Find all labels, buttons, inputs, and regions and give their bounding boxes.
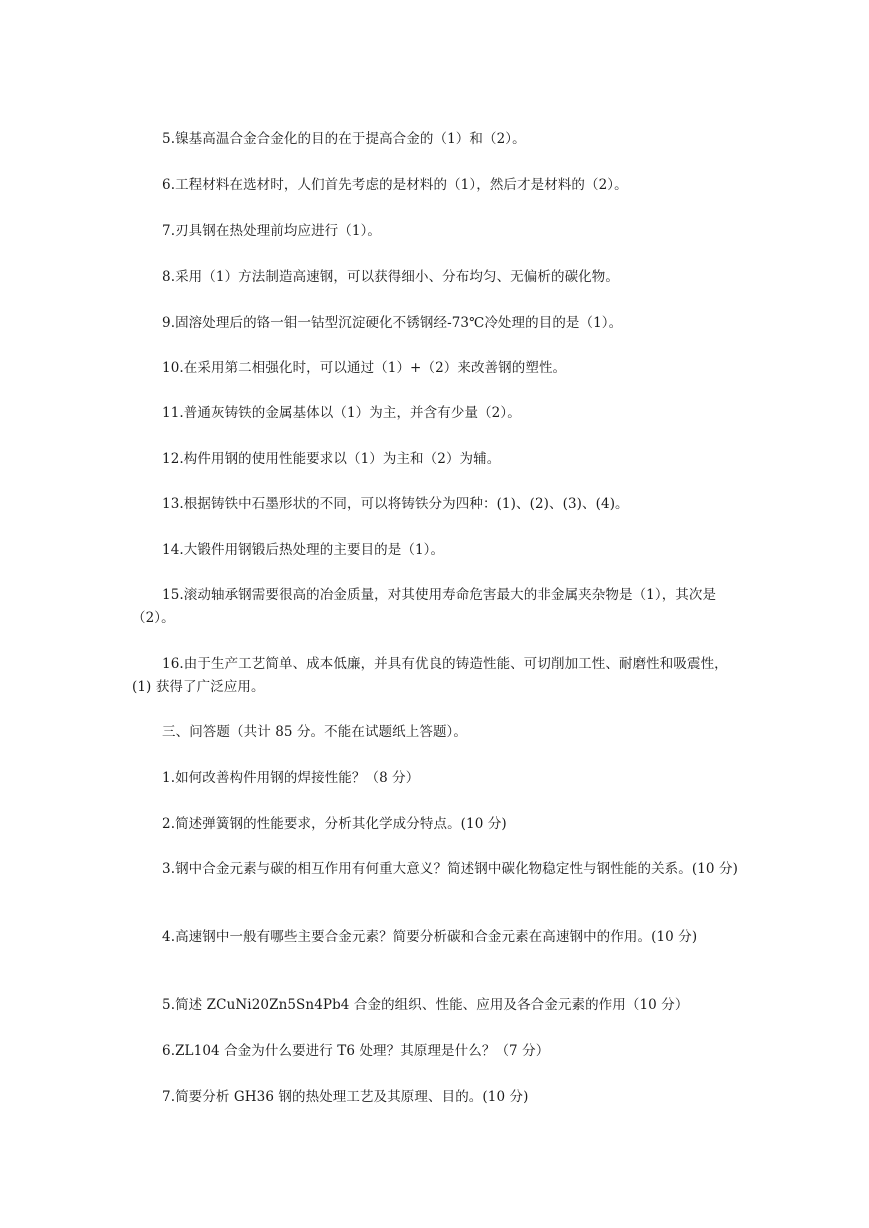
fill-blank-item: 12.构件用钢的使用性能要求以（1）为主和（2）为辅。 <box>162 451 501 467</box>
question-item: 4.高速钢中一般有哪些主要合金元素？简要分析碳和合金元素在高速钢中的作用。(10 分) <box>162 929 698 945</box>
question-item: 7.简要分析 GH36 钢的热处理工艺及其原理、目的。(10 分) <box>162 1089 529 1105</box>
question-item: 6.ZL104 合金为什么要进行 T6 处理？其原理是什么？（7 分） <box>162 1043 550 1059</box>
fill-blank-item: 6.工程材料在选材时，人们首先考虑的是材料的（1），然后才是材料的（2）。 <box>162 177 628 193</box>
fill-blank-item: 13.根据铸铁中石墨形状的不同，可以将铸铁分为四种：(1)、(2)、(3)、(4)。 <box>162 496 629 512</box>
section-heading: 三、问答题（共计 85 分。不能在试题纸上答题）。 <box>162 724 468 740</box>
question-item: 2.简述弹簧钢的性能要求，分析其化学成分特点。(10 分) <box>162 816 507 832</box>
fill-blank-item: 9.固溶处理后的铬一钼一钴型沉淀硬化不锈钢经-73℃冷处理的目的是（1）。 <box>162 315 623 331</box>
fill-blank-item: 8.采用（1）方法制造高速钢，可以获得细小、分布均匀、无偏析的碳化物。 <box>162 269 619 285</box>
fill-blank-item: 15.滚动轴承钢需要很高的冶金质量，对其使用寿命危害最大的非金属夹杂物是（1），其次是（2）。 <box>132 587 717 626</box>
fill-blank-item: 14.大锻件用钢锻后热处理的主要目的是（1）。 <box>162 542 445 558</box>
question-item: 5.简述 ZCuNi20Zn5Sn4Pb4 合金的组织、性能、应用及各合金元素的作用（10 分） <box>162 997 689 1013</box>
question-item: 3.钢中合金元素与碳的相互作用有何重大意义？简述钢中碳化物稳定性与钢性能的关系。(10 分) <box>162 861 738 877</box>
fill-blank-item: 11.普通灰铸铁的金属基体以（1）为主，并含有少量（2）。 <box>162 405 521 421</box>
fill-blank-item: 7.刃具钢在热处理前均应进行（1）。 <box>162 223 382 239</box>
fill-blank-item: 10.在采用第二相强化时，可以通过（1）+（2）来改善钢的塑性。 <box>162 360 567 376</box>
fill-blank-item: 5.镍基高温合金合金化的目的在于提高合金的（1）和（2）。 <box>162 131 526 147</box>
question-item: 1.如何改善构件用钢的焊接性能？（8 分） <box>162 770 420 786</box>
fill-blank-item: 16.由于生产工艺简单、成本低廉，并具有优良的铸造性能、可切削加工性、耐磨性和吸震性，(1) 获得了广泛应用。 <box>132 656 728 695</box>
